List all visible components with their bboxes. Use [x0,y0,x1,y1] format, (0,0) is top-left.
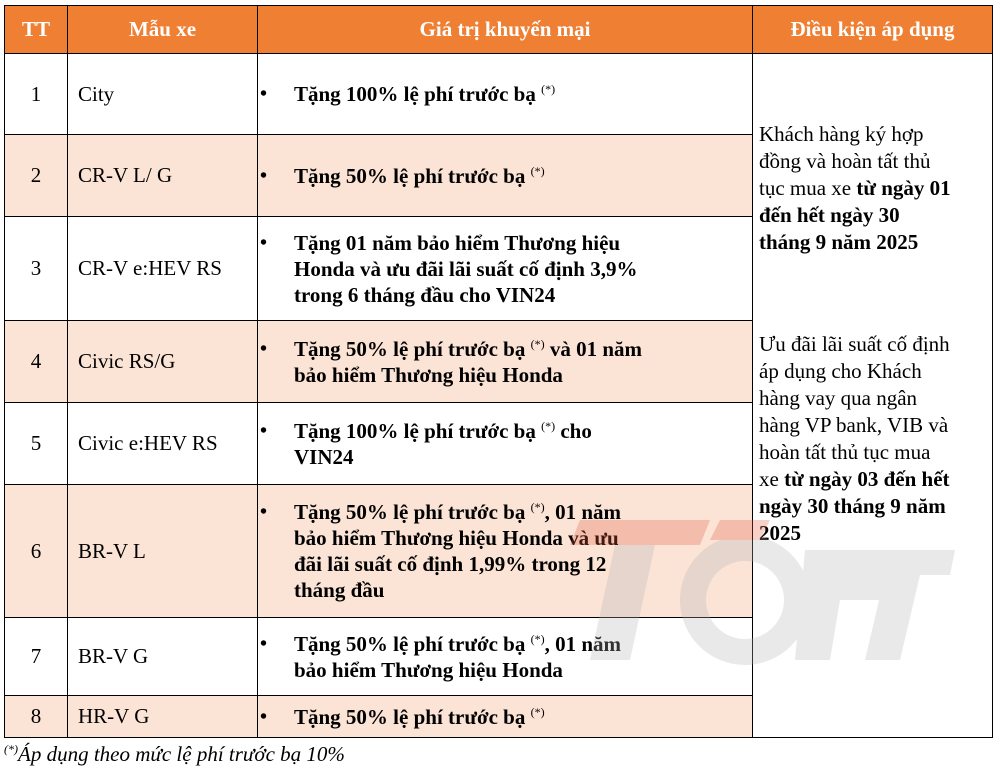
condition-cell [752,53,993,738]
bullet-icon: • [260,164,268,187]
row-2-promo: • Tặng 50% lệ phí trước bạ (*) [257,134,752,216]
row-5-promo: • Tặng 100% lệ phí trước bạ (*) cho VIN24 [257,402,752,484]
row-8-tt: 8 [4,695,67,738]
bullet-icon: • [260,632,268,655]
row-4-promo: • Tặng 50% lệ phí trước bạ (*) và 01 năm bảo hiểm Thương hiệu Honda [257,320,752,402]
footnote: (*)Áp dụng theo mức lệ phí trước bạ 10% [4,742,345,766]
row-6-promo: • Tặng 50% lệ phí trước bạ (*), 01 năm bảo hiểm Thương hiệu Honda và ưu đãi lãi suất cố định 1,99% trong 12 tháng đầu [257,484,752,617]
row-7-promo: • Tặng 50% lệ phí trước bạ (*), 01 năm bảo hiểm Thương hiệu Honda [257,617,752,695]
row-4-tt: 4 [4,320,67,402]
row-7-model: BR-V G [67,617,257,695]
header-promotion: Giá trị khuyến mại [257,5,752,53]
condition-text-1: Khách hàng ký hợp đồng và hoàn tất thủ tục mua xe từ ngày 01 đến hết ngày 30 tháng 9 năm 2025 [759,122,951,254]
header-model: Mẫu xe [67,5,257,53]
row-5-model: Civic e:HEV RS [67,402,257,484]
row-3-tt: 3 [4,216,67,320]
row-1-promo: • Tặng 100% lệ phí trước bạ (*) [257,53,752,134]
row-5-tt: 5 [4,402,67,484]
row-8-model: HR-V G [67,695,257,738]
bullet-icon: • [260,705,268,728]
bullet-icon: • [260,501,268,523]
row-4-model: Civic RS/G [67,320,257,402]
row-6-tt: 6 [4,484,67,617]
row-2-tt: 2 [4,134,67,216]
bullet-icon: • [260,337,268,360]
bullet-icon: • [260,419,268,442]
header-tt: TT [4,5,67,53]
row-1-model: City [67,53,257,134]
condition-text-2: Ưu đãi lãi suất cố định áp dụng cho Khách hàng vay qua ngân hàng VP bank, VIB và hoàn tất thủ tục mua xe từ ngày 03 đến hết ngày 30 tháng 9 năm 2025 [759,332,950,545]
row-8-promo: • Tặng 50% lệ phí trước bạ (*) [257,695,752,738]
row-6-model: BR-V L [67,484,257,617]
bullet-icon: • [260,231,268,254]
header-condition: Điều kiện áp dụng [752,5,993,53]
row-2-model: CR-V L/ G [67,134,257,216]
row-3-model: CR-V e:HEV RS [67,216,257,320]
bullet-icon: • [260,83,268,105]
row-3-promo: • Tặng 01 năm bảo hiểm Thương hiệu Honda và ưu đãi lãi suất cố định 3,9% trong 6 tháng đầu cho VIN24 [257,216,752,320]
row-1-tt: 1 [4,53,67,134]
row-7-tt: 7 [4,617,67,695]
promotion-table [4,5,993,738]
